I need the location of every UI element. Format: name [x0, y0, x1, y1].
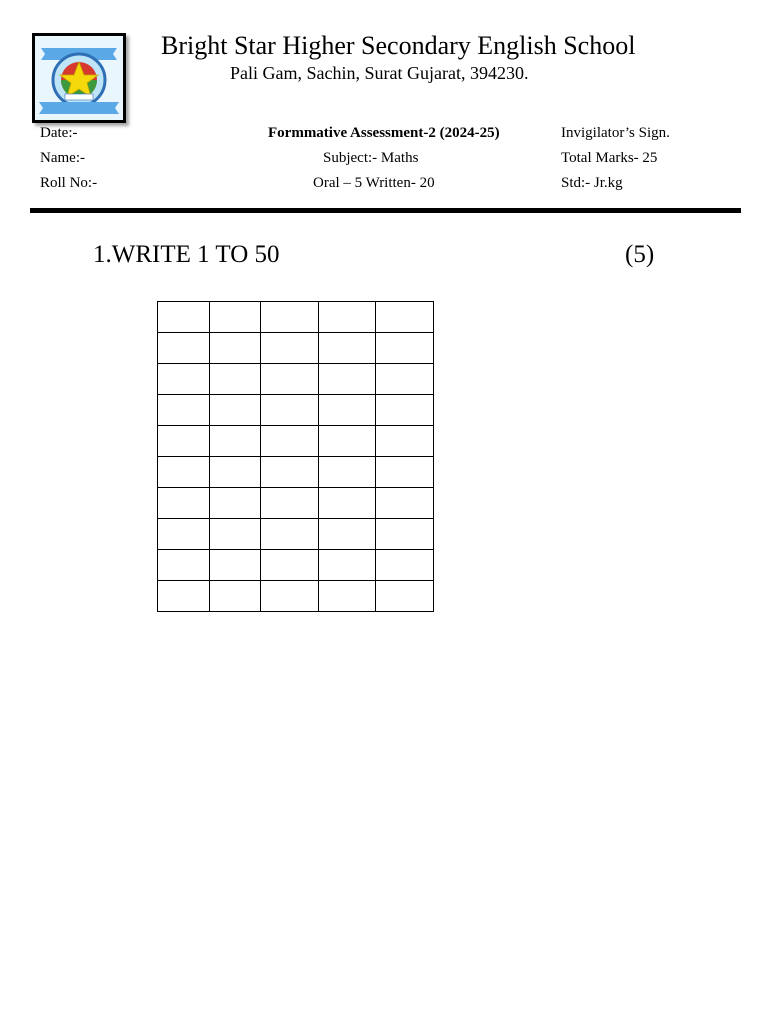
answer-cell	[261, 581, 319, 612]
grid-row	[158, 550, 434, 581]
grid-row	[158, 333, 434, 364]
question-marks: (5)	[625, 241, 655, 268]
name-label: Name:-	[40, 150, 85, 166]
answer-cell	[261, 395, 319, 426]
answer-cell	[158, 426, 210, 457]
answer-cell	[210, 457, 261, 488]
answer-cell	[376, 302, 434, 333]
answer-cell	[319, 581, 376, 612]
answer-cell	[319, 395, 376, 426]
answer-cell	[158, 488, 210, 519]
roll-no-label: Roll No:-	[40, 175, 98, 191]
answer-cell	[261, 333, 319, 364]
grid-row	[158, 364, 434, 395]
answer-cell	[261, 302, 319, 333]
answer-cell	[261, 519, 319, 550]
answer-cell	[210, 395, 261, 426]
answer-cell	[158, 333, 210, 364]
answer-cell	[158, 457, 210, 488]
marks-split-label: Oral – 5 Written- 20	[313, 175, 435, 191]
exam-title: Formmative Assessment-2 (2024-25)	[268, 125, 500, 141]
grid-row	[158, 395, 434, 426]
total-marks-label: Total Marks- 25	[561, 150, 658, 166]
answer-cell	[210, 519, 261, 550]
grid-row	[158, 488, 434, 519]
answer-cell	[376, 333, 434, 364]
answer-cell	[158, 364, 210, 395]
answer-cell	[261, 488, 319, 519]
grid-row	[158, 302, 434, 333]
answer-cell	[210, 488, 261, 519]
school-name: Bright Star Higher Secondary English School	[161, 31, 636, 60]
answer-cell	[210, 364, 261, 395]
answer-cell	[319, 302, 376, 333]
answer-cell	[376, 581, 434, 612]
answer-cell	[319, 488, 376, 519]
answer-cell	[376, 426, 434, 457]
answer-cell	[158, 302, 210, 333]
grid-row	[158, 457, 434, 488]
answer-cell	[210, 333, 261, 364]
answer-cell	[319, 550, 376, 581]
std-label: Std:- Jr.kg	[561, 175, 623, 191]
grid-row	[158, 519, 434, 550]
answer-cell	[261, 457, 319, 488]
question-text: 1.WRITE 1 TO 50	[93, 241, 280, 268]
answer-cell	[210, 302, 261, 333]
school-logo	[32, 33, 126, 123]
answer-cell	[376, 550, 434, 581]
date-label: Date:-	[40, 125, 78, 141]
answer-cell	[376, 488, 434, 519]
grid-row	[158, 581, 434, 612]
answer-cell	[210, 426, 261, 457]
answer-cell	[158, 550, 210, 581]
answer-cell	[319, 364, 376, 395]
header-divider	[30, 208, 741, 213]
answer-cell	[319, 519, 376, 550]
answer-cell	[158, 519, 210, 550]
subject-label: Subject:- Maths	[323, 150, 419, 166]
answer-cell	[376, 364, 434, 395]
answer-cell	[210, 581, 261, 612]
school-address: Pali Gam, Sachin, Surat Gujarat, 394230.	[230, 63, 529, 83]
answer-cell	[376, 395, 434, 426]
answer-cell	[261, 550, 319, 581]
school-crest-icon	[35, 36, 123, 120]
answer-cell	[158, 581, 210, 612]
grid-row	[158, 426, 434, 457]
answer-grid	[157, 301, 434, 612]
answer-cell	[319, 457, 376, 488]
answer-cell	[261, 364, 319, 395]
answer-cell	[158, 395, 210, 426]
answer-cell	[261, 426, 319, 457]
answer-cell	[376, 519, 434, 550]
answer-cell	[319, 333, 376, 364]
answer-cell	[376, 457, 434, 488]
answer-cell	[319, 426, 376, 457]
answer-cell	[210, 550, 261, 581]
invigilator-sign-label: Invigilator’s Sign.	[561, 125, 670, 141]
